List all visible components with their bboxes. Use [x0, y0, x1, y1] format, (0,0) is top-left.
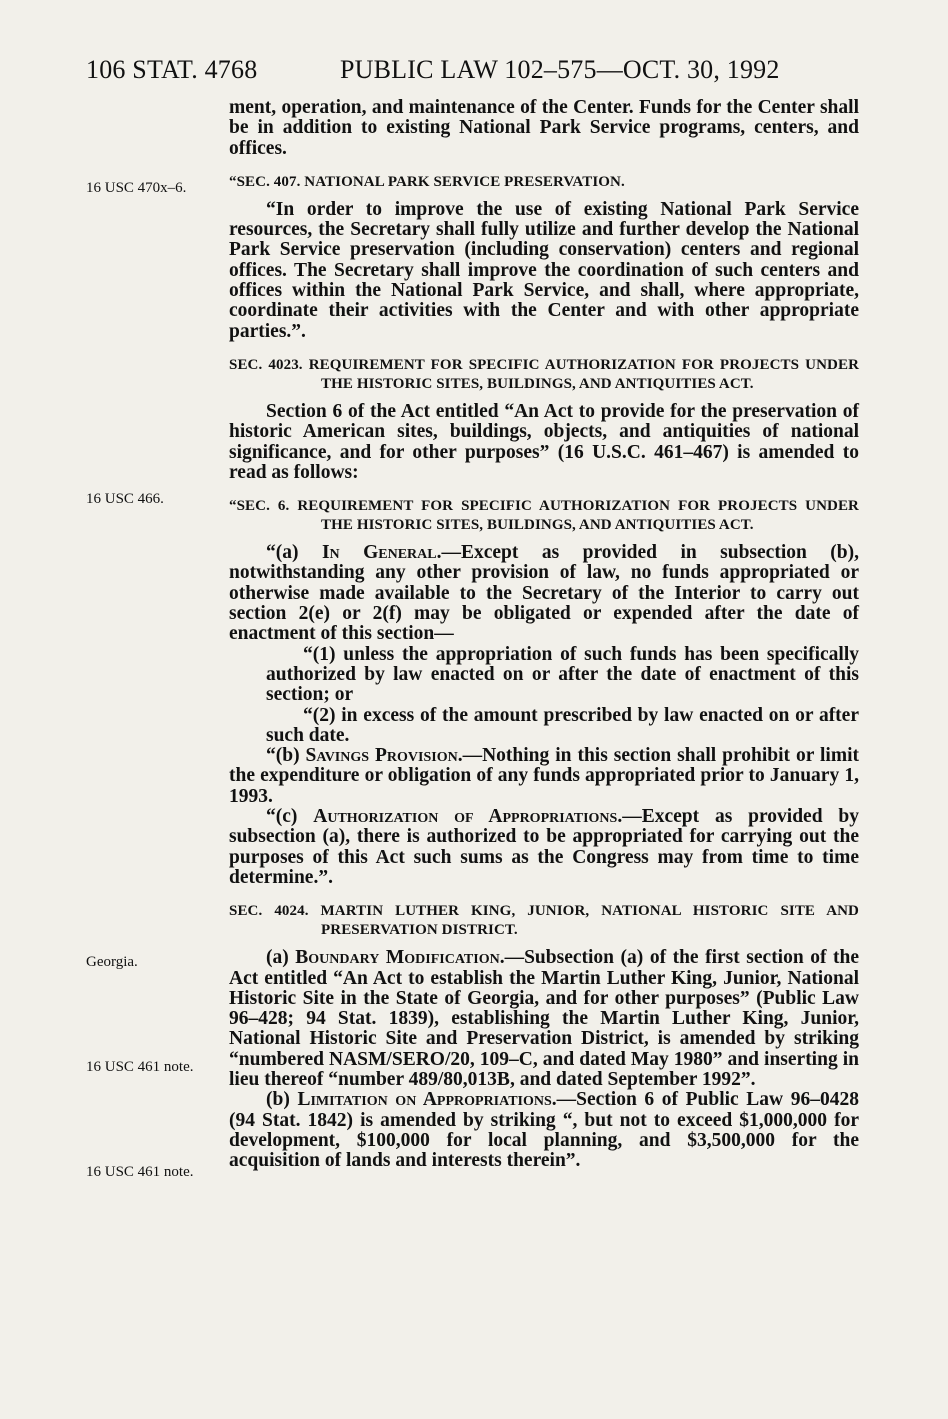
- subsection-text: —Except as provided in subsection (b), notwithstanding any other provision of law, no funds appropriated or otherwise made available to the Secretary of the Interior to carry out section 2(e) or 2(f) may be obligated or expended after the date of enactment of this section—: [229, 542, 859, 645]
- subsection-a: [229, 543, 859, 644]
- margin-note: 16 USC 461 note.: [86, 1059, 194, 1075]
- subsection-open: “(b): [266, 745, 306, 767]
- margin-note: 16 USC 466.: [86, 491, 164, 507]
- subsection-text: —Nothing in this section shall prohibit or limit the expenditure or obligation of any funds appropriated prior to January 1, 1993.: [229, 745, 859, 807]
- section-heading: “SEC. 407. NATIONAL PARK SERVICE PRESERVATION.: [229, 173, 625, 190]
- subsection-open: “(a): [266, 542, 322, 564]
- section-heading: SEC. 4024. MARTIN LUTHER KING, JUNIOR, NATIONAL HISTORIC SITE AND PRESERVATION DISTRICT.: [229, 903, 859, 939]
- section-heading: SEC. 4023. REQUIREMENT FOR SPECIFIC AUTHORIZATION FOR PROJECTS UNDER THE HISTORIC SITES, BUILDINGS, AND ANTIQUITIES ACT.: [229, 356, 859, 392]
- subsection-a: [229, 948, 859, 1090]
- page-stat-reference: 106 STAT. 4768: [86, 55, 258, 84]
- subsection-open: (b): [266, 1089, 298, 1111]
- paragraph: Section 6 of the Act entitled “An Act to provide for the preservation of historic American sites, buildings, objects, and antiquities of national significance, and for other purposes” (16 U.S.C. 461–467) is amended to read as follows:: [229, 400, 859, 483]
- margin-note: 16 USC 461 note.: [86, 1164, 194, 1180]
- subsection-c: [229, 807, 859, 888]
- subsection-open: “(c): [266, 806, 314, 828]
- section-heading: “SEC. 6. REQUIREMENT FOR SPECIFIC AUTHORIZATION FOR PROJECTS UNDER THE HISTORIC SITES, BUILDINGS, AND ANTIQUITIES ACT.: [229, 498, 859, 534]
- subsection-title: In General.: [321, 542, 442, 564]
- margin-note: 16 USC 470x–6.: [86, 180, 187, 196]
- paragraph: “In order to improve the use of existing National Park Service resources, the Secretary shall fully utilize and further develop the National Park Service preservation (including conservation) centers and regional offices. The Secretary shall improve the coordination of such centers and offices within the National Park Service, and shall, where appropriate, coordinate their activities with the Center and with other appropriate parties.”.: [229, 198, 859, 342]
- margin-note: Georgia.: [86, 954, 138, 970]
- body-text: [229, 98, 859, 1171]
- paragraph-2: “(2) in excess of the amount prescribed by law enacted on or after such date.: [266, 704, 859, 746]
- paragraph-1: “(1) unless the appropriation of such funds has been specifically authorized by law enacted on or after the date of enactment of this section; or: [266, 643, 859, 706]
- subsection-title: Savings Provision.: [305, 745, 463, 767]
- paragraph: ment, operation, and maintenance of the Center. Funds for the Center shall be in addition to existing National Park Service programs, centers, and offices.: [229, 97, 859, 159]
- page-running-title: PUBLIC LAW 102–575—OCT. 30, 1992: [340, 55, 780, 84]
- subsection-title: Boundary Modification.: [295, 947, 505, 969]
- subsection-open: (a): [266, 947, 296, 969]
- subsection-text: —Subsection (a) of the first section of the Act entitled “An Act to establish the Martin Luther King, Junior, National Historic Site in the State of Georgia, and for other purposes” (Public Law 96–428; 94 Stat. 1839), establishing the Martin Luther King, Junior, National Historic Site and Preservation District, is amended by striking “numbered NASM/SERO/20, 109–C, and dated May 1980” and inserting in lieu thereof “number 489/80,013B, and dated September 1992”.: [229, 947, 859, 1090]
- subsection-title: Limitation on Appropriations.: [297, 1089, 557, 1111]
- subsection-b: [229, 746, 859, 807]
- subsection-title: Authorization of Appropriations.: [313, 806, 623, 828]
- subsection-text: —Except as provided by subsection (a), there is authorized to be appropriated for carrying out the purposes of this Act such sums as the Congress may from time to time determine.”.: [229, 806, 859, 888]
- subsection-text: —Section 6 of Public Law 96–0428 (94 Stat. 1842) is amended by striking “, but not to exceed $1,000,000 for development, $100,000 for local planning, and $3,500,000 for the acquisition of lands and interests therein”.: [229, 1089, 859, 1172]
- subsection-b: [229, 1090, 859, 1171]
